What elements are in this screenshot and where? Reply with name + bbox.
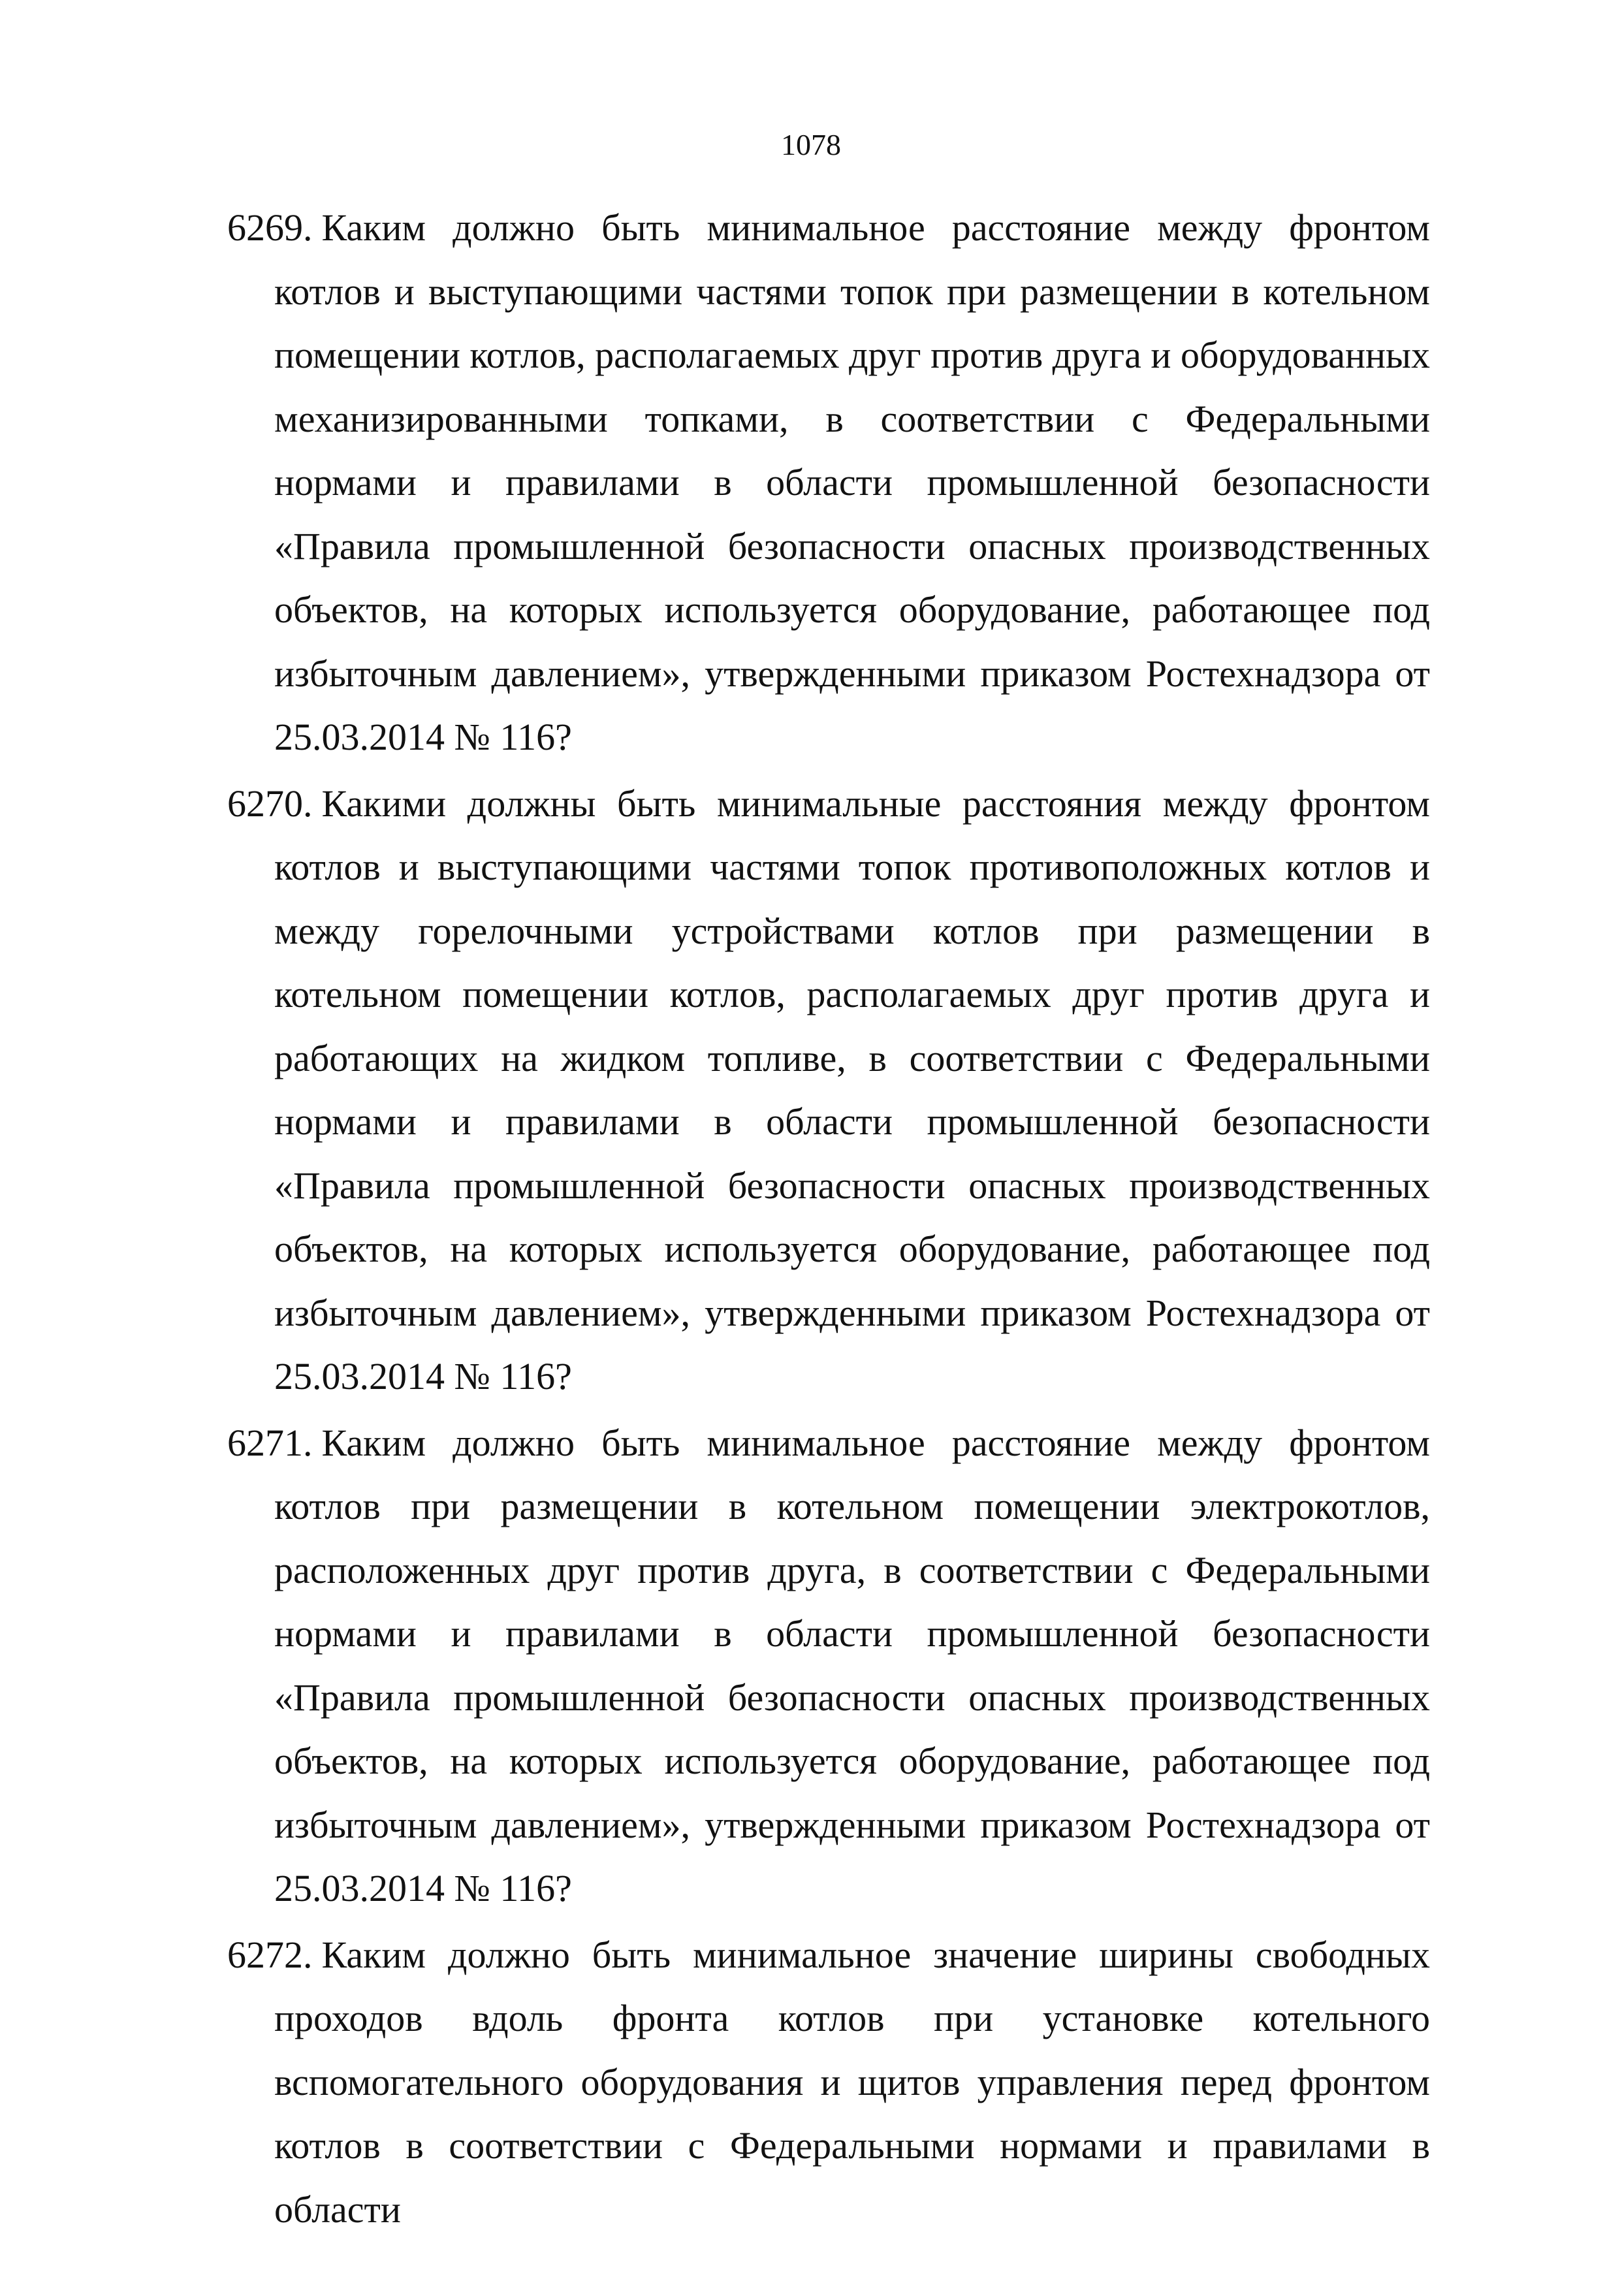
question-text: Каким должно быть минимальное расстояние между фронтом котлов при размещении в котельном помещении электрокотлов, расположенных друг против друга, в соответствии с Федеральными нормами и правилами в области промышленной безопасности «Правила промышленной безопасности опасных производственных объектов, на которых используется оборудование, работающее под избыточным давлением», утвержденными приказом Ростехнадзора от 25.03.2014 № 116? (274, 1421, 1430, 1909)
question-body (227, 772, 1430, 1409)
page-number: 1078 (781, 128, 841, 161)
question-number: 6269. (227, 206, 313, 249)
question-text: Какими должны быть минимальные расстояния между фронтом котлов и выступающими частями топок противоположных котлов и между горелочными устройствами котлов при размещении в котельном помещении котлов, располагаемых друг против друга и работающих на жидком топливе, в соответствии с Федеральными нормами и правилами в области промышленной безопасности «Правила промышленной безопасности опасных производственных объектов, на которых используется оборудование, работающее под избыточным давлением», утвержденными приказом Ростехнадзора от 25.03.2014 № 116? (274, 782, 1430, 1397)
question-number: 6270. (227, 782, 313, 825)
question-item (227, 1923, 1430, 2242)
question-number: 6271. (227, 1421, 313, 1464)
question-body (227, 1411, 1430, 1921)
question-item (227, 772, 1430, 1409)
question-item (227, 1411, 1430, 1921)
question-number: 6272. (227, 1933, 313, 1976)
question-body (227, 1923, 1430, 2242)
question-list (227, 196, 1430, 2241)
question-body (227, 196, 1430, 769)
question-text: Каким должно быть минимальное расстояние между фронтом котлов и выступающими частями топок при размещении в котельном помещении котлов, располагаемых друг против друга и оборудованных механизированными топками, в соответствии с Федеральными нормами и правилами в области промышленной безопасности «Правила промышленной безопасности опасных производственных объектов, на которых используется оборудование, работающее под избыточным давлением», утвержденными приказом Ростехнадзора от 25.03.2014 № 116? (274, 206, 1430, 758)
question-text: Каким должно быть минимальное значение ширины свободных проходов вдоль фронта котлов при установке котельного вспомогательного оборудования и щитов управления перед фронтом котлов в соответствии с Федеральными нормами и правилами в области (274, 1933, 1430, 2231)
question-item (227, 196, 1430, 769)
